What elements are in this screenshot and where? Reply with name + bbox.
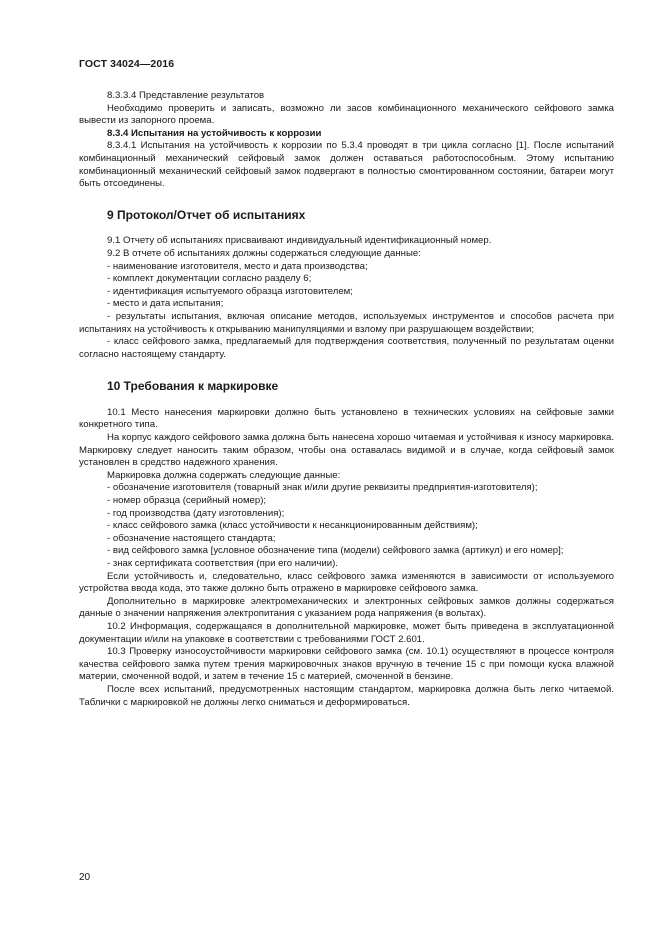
- section-heading-10: 10 Требования к маркировке: [107, 379, 279, 394]
- paragraph: 10.2 Информация, содержащаяся в дополнительной маркировке, может быть приведена в эксплуатационной документации и/или на упаковке в соответствии с требованиями ГОСТ 2.601.: [79, 620, 614, 645]
- subsection-title: 8.3.4 Испытания на устойчивость к коррозии: [107, 127, 322, 139]
- subsection-title: 8.3.3.4 Представление результатов: [107, 90, 265, 101]
- list-item: - наименование изготовителя, место и дата производства;: [107, 260, 368, 272]
- paragraph: 9.2 В отчете об испытаниях должны содержаться следующие данные:: [107, 247, 421, 259]
- list-item: - вид сейфового замка [условное обозначение типа (модели) сейфового замка (артикул) и его номер];: [107, 545, 564, 557]
- document-header: ГОСТ 34024—2016: [79, 58, 175, 70]
- list-item: - обозначение настоящего стандарта;: [107, 532, 276, 544]
- paragraph: Если устойчивость и, следовательно, класс сейфового замка изменяются в зависимости от используемого устройства ввода кода, это также должно быть отражено в маркировке сейфового замка.: [79, 570, 614, 595]
- paragraph: Дополнительно в маркировке электромеханических и электронных сейфовых замков должны содержаться данные о значении напряжения электропитания с указанием рода напряжения (в вольтах).: [79, 595, 614, 620]
- paragraph: 10.3 Проверку износоустойчивости маркировки сейфового замка (см. 10.1) осуществляют в процессе контроля качества сейфового замка путем трения маркировочных знаков вручную в течение 15 с при помощи куска влажной материи, смоченной водой, и затем в течение 15 с материей, смоченной в бензине.: [79, 646, 614, 683]
- list-item: - результаты испытания, включая описание методов, используемых инструментов и способов расчета при испытаниях на устойчивость к открыванию манипуляциями и взлому при разрушающем воздействии;: [79, 310, 614, 335]
- paragraph: На корпус каждого сейфового замка должна быть нанесена хорошо читаемая и устойчивая к износу маркировка. Маркировку следует наносить таким образом, чтобы она оставалась видимой и в случае, когда сейфовый замок установлен в средство надежного хранения.: [79, 432, 614, 469]
- paragraph: Необходимо проверить и записать, возможно ли засов комбинационного механического сейфового замка вывести из запорного проема.: [79, 102, 614, 127]
- list-item: - место и дата испытания;: [107, 298, 224, 310]
- paragraph: 9.1 Отчету об испытаниях присваивают индивидуальный идентификационный номер.: [107, 235, 492, 247]
- paragraph: Маркировка должна содержать следующие данные:: [107, 469, 341, 481]
- page-number: 20: [79, 872, 91, 883]
- list-item: - класс сейфового замка (класс устойчивости к несанкционированным действиям);: [107, 520, 478, 532]
- section-heading-9: 9 Протокол/Отчет об испытаниях: [107, 207, 306, 222]
- page-body: [79, 90, 614, 709]
- list-item: - комплект документации согласно разделу 6;: [107, 273, 312, 285]
- list-item: - обозначение изготовителя (товарный знак и/или другие реквизиты предприятия-изготовителя);: [107, 482, 538, 494]
- list-item: - номер образца (серийный номер);: [107, 495, 267, 507]
- paragraph: 10.1 Место нанесения маркировки должно быть установлено в технических условиях на сейфовые замки конкретного типа.: [79, 406, 614, 431]
- paragraph: 8.3.4.1 Испытания на устойчивость к коррозии по 5.3.4 проводят в три цикла согласно [1]. После испытаний комбинационный механический сейфовый замок должен оставаться работоспособным. Этому испытанию комбинационный механический сейфовый замок подвергают в полностью смонтированном состоянии, батареи могут быть отсоединены.: [79, 140, 614, 190]
- list-item: - знак сертификата соответствия (при его наличии).: [107, 558, 338, 569]
- list-item: - класс сейфового замка, предлагаемый для подтверждения соответствия, полученный по результатам оценки согласно настоящему стандарту.: [79, 336, 614, 360]
- paragraph: После всех испытаний, предусмотренных настоящим стандартом, маркировка должна быть легко читаемой. Таблички с маркировкой не должны легко сниматься и деформироваться.: [79, 683, 614, 708]
- list-item: - идентификация испытуемого образца изготовителем;: [107, 285, 353, 297]
- list-item: - год производства (дату изготовления);: [107, 507, 285, 519]
